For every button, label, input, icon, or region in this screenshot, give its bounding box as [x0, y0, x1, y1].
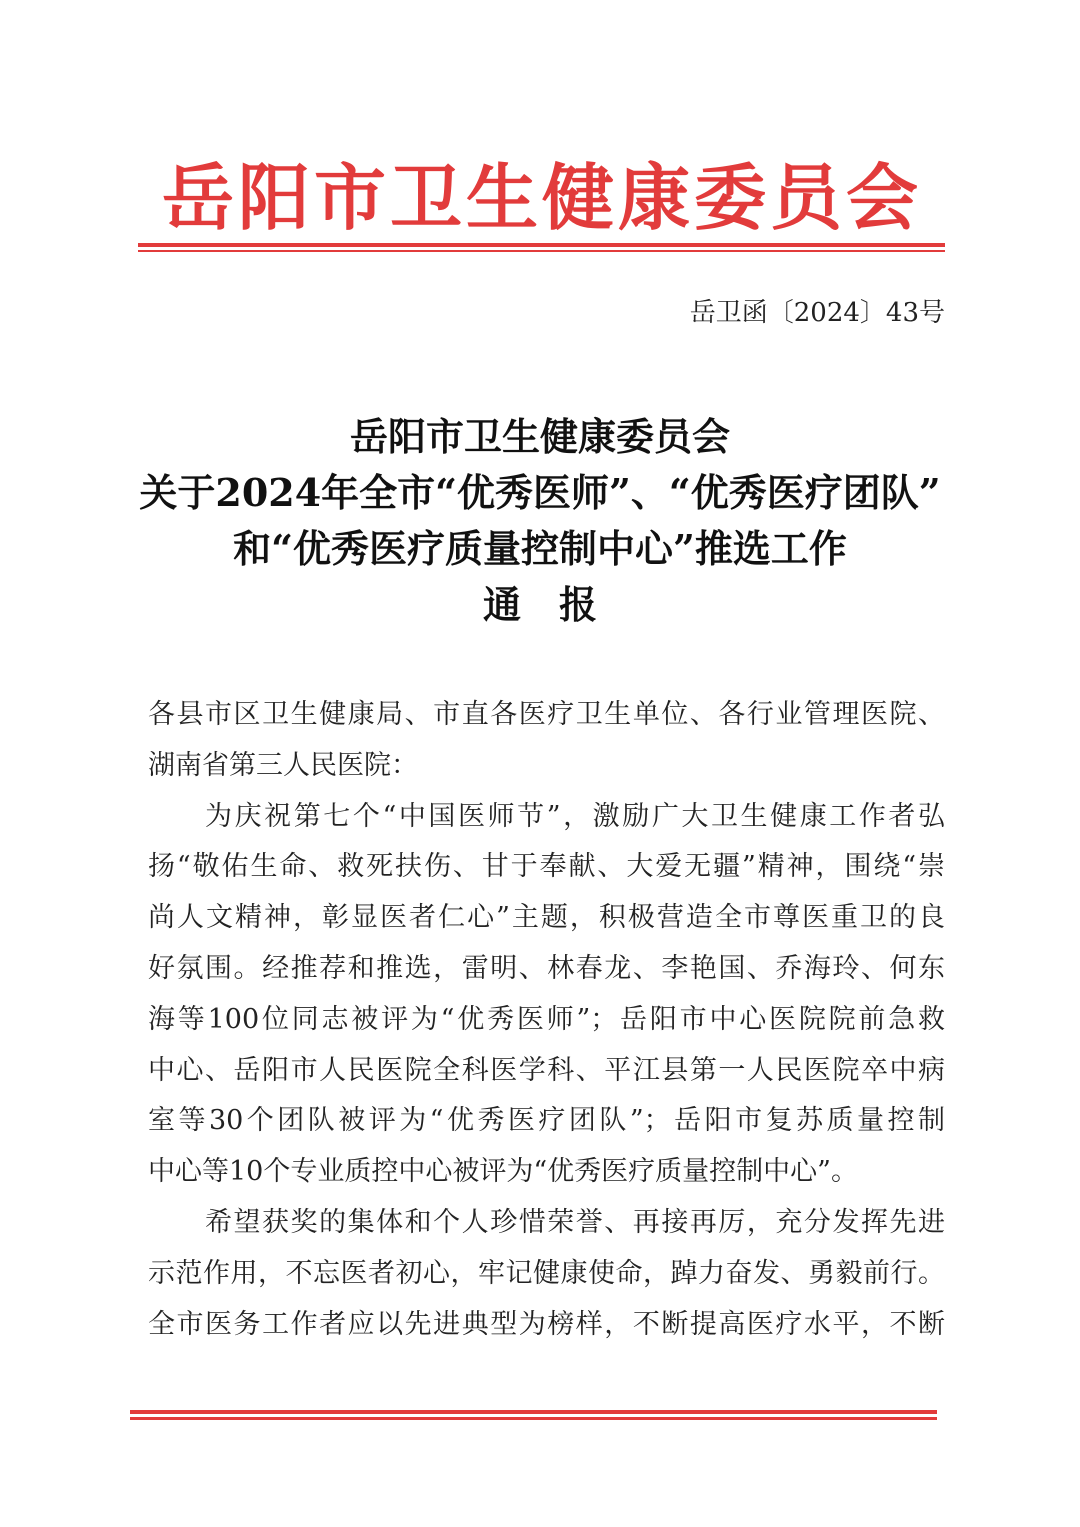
letterhead-red-double-rule	[138, 243, 945, 252]
footer-red-double-rule	[130, 1410, 937, 1420]
paragraph-line: 海等100位同志被评为“优秀医师”；岳阳市中心医院院前急救	[148, 1003, 945, 1035]
addressee-line: 湖南省第三人民医院：	[148, 749, 418, 781]
paragraph-line: 全市医务工作者应以先进典型为榜样，不断提高医疗水平，不断	[148, 1308, 945, 1340]
paragraph-line: 室等30个团队被评为“优秀医疗团队”；岳阳市复苏质量控制	[148, 1105, 945, 1137]
body-text	[148, 690, 945, 1350]
paragraph-line: 尚人文精神，彰显医者仁心”主题，积极营造全市尊医重卫的良	[148, 902, 945, 934]
letterhead-org-name: 岳阳市卫生健康委员会	[161, 155, 922, 240]
document-title	[0, 409, 1080, 633]
paragraph-line: 希望获奖的集体和个人珍惜荣誉、再接再厉，充分发挥先进	[205, 1206, 945, 1238]
document-number: 岳卫函〔2024〕43号	[689, 298, 945, 328]
title-line: 通 报	[482, 582, 597, 627]
paragraph-line: 中心、岳阳市人民医院全科医学科、平江县第一人民医院卒中病	[148, 1054, 945, 1086]
paragraph-line: 为庆祝第七个“中国医师节”，激励广大卫生健康工作者弘	[205, 800, 945, 832]
title-line: 和“优秀医疗质量控制中心”推选工作	[233, 526, 847, 571]
paragraph-line: 示范作用，不忘医者初心，牢记健康使命，踔力奋发、勇毅前行。	[148, 1257, 945, 1289]
paragraph-line: 中心等10个专业质控中心被评为“优秀医疗质量控制中心”。	[148, 1156, 858, 1188]
title-line: 岳阳市卫生健康委员会	[349, 414, 730, 459]
title-line: 关于2024年全市“优秀医师”、“优秀医疗团队”	[139, 470, 941, 515]
paragraph-line: 好氛围。经推荐和推选，雷明、林春龙、李艳国、乔海玲、何东	[148, 952, 945, 984]
addressee-line: 各县市区卫生健康局、市直各医疗卫生单位、各行业管理医院、	[148, 699, 945, 730]
paragraph-line: 扬“敬佑生命、救死扶伤、甘于奉献、大爱无疆”精神，围绕“崇	[148, 851, 945, 883]
